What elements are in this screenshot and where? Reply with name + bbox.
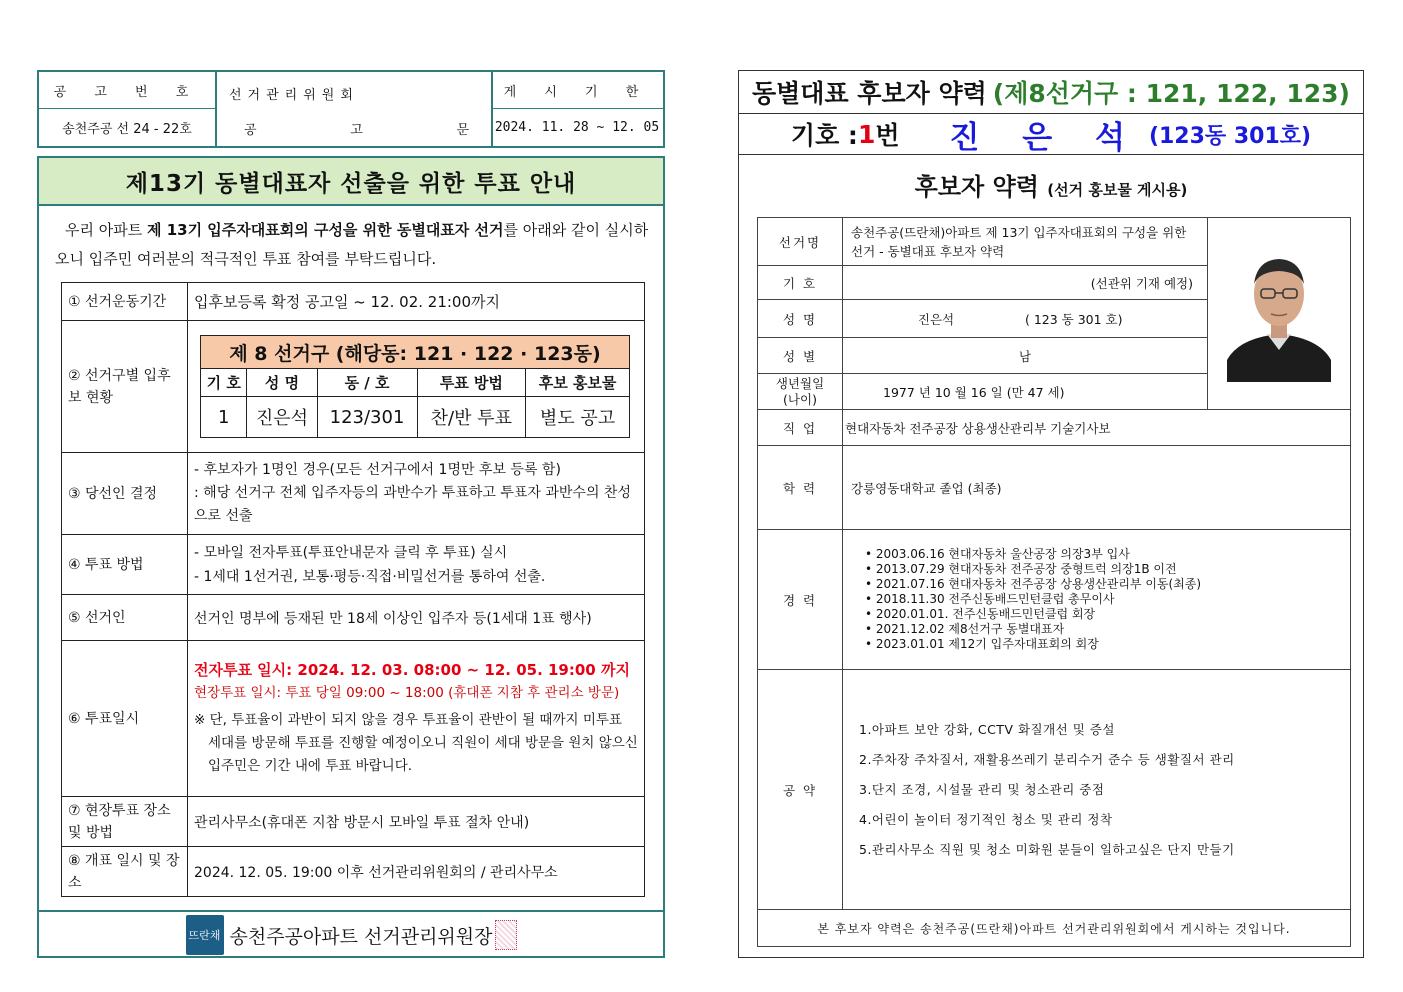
table-row bbox=[62, 641, 645, 797]
list-item: • 2003.06.16 현대자동차 울산공장 의장3부 입사 bbox=[865, 547, 1130, 561]
row-label: ③ 당선인 결정 bbox=[62, 453, 188, 535]
notice-number-label: 공 고 번 호 bbox=[53, 84, 201, 100]
candidate-profile bbox=[738, 70, 1364, 958]
notice-title: 제13기 동별대표자 선출을 위한 투표 안내 bbox=[39, 158, 663, 206]
list-item: 5.관리사무소 직원 및 청소 미화원 분들이 일하고싶은 단지 만들기 bbox=[859, 841, 1235, 857]
profile-title bbox=[739, 167, 1363, 202]
district-cell-number: 1 bbox=[201, 397, 247, 438]
birth-label: 생년월일 (나이) bbox=[758, 374, 843, 410]
row-label: ① 선거운동기간 bbox=[62, 283, 188, 321]
list-item: 1.아파트 보안 강화, CCTV 화질개선 및 증설 bbox=[859, 721, 1115, 737]
row-label: ⑧ 개표 일시 및 장소 bbox=[62, 847, 188, 897]
result-line-1: - 후보자가 1명인 경우(모든 선거구에서 1명만 후보 등록 함) bbox=[194, 462, 561, 478]
unit-value: ( 123 동 301 호) bbox=[1024, 311, 1123, 327]
number-value: 1 bbox=[857, 119, 876, 149]
election-label: 선거명 bbox=[758, 218, 843, 266]
row-label: ⑤ 선거인 bbox=[62, 595, 188, 641]
notice-number: 송천주공 선 24 - 22호 bbox=[62, 122, 192, 137]
notice-header bbox=[37, 70, 665, 148]
result-line-2: : 해당 선거구 전체 입주자등의 과반수가 투표하고 투표자 과반수의 찬성으로 선출 bbox=[194, 485, 631, 524]
name-value: 진은석 bbox=[917, 311, 955, 327]
table-row bbox=[62, 321, 645, 453]
career-value bbox=[843, 530, 1351, 670]
table-row bbox=[758, 410, 1351, 446]
career-list bbox=[851, 547, 1342, 652]
edu-label: 학 력 bbox=[758, 446, 843, 530]
gender-label: 성 별 bbox=[758, 338, 843, 374]
district-table bbox=[200, 335, 630, 438]
post-period-label: 게 시 기 한 bbox=[503, 84, 651, 100]
row-value: 관리사무소(휴대폰 지참 방문시 모바일 투표 절차 안내) bbox=[188, 797, 645, 847]
evote-period: 전자투표 일시: 2024. 12. 03. 08:00 ~ 12. 05. 19:00 까지 bbox=[194, 661, 630, 679]
district-header-row bbox=[201, 369, 630, 397]
notice-info-table bbox=[61, 282, 645, 897]
profile-title-main: 후보자 약력 bbox=[914, 173, 1039, 201]
list-item: • 2021.07.16 현대자동차 전주공장 상용생산관리부 이동(최종) bbox=[865, 577, 1202, 591]
district-candidate-row bbox=[201, 397, 630, 438]
table-row bbox=[62, 283, 645, 321]
row-label: ⑥ 투표일시 bbox=[62, 641, 188, 797]
row-value: 선거인 명부에 등재된 만 18세 이상인 입주자 등(1세대 1표 행사) bbox=[188, 595, 645, 641]
row-label: ④ 투표 방법 bbox=[62, 535, 188, 595]
notice-word-2: 고 bbox=[350, 122, 363, 138]
list-item: 3.단지 조경, 시설물 관리 및 청소관리 중점 bbox=[859, 781, 1105, 797]
election-value: 송천주공(뜨란채)아파트 제 13기 입주자대표회의 구성을 위한 선거 - 동별대표 후보자 약력 bbox=[843, 218, 1208, 266]
onsite-period: 현장투표 일시: 투표 당일 09:00 ~ 18:00 (휴대폰 지참 후 관리소 방문) bbox=[194, 685, 620, 701]
list-item: 4.어린이 놀이터 정기적인 청소 및 관리 정착 bbox=[859, 811, 1113, 827]
candidate-photo bbox=[1208, 218, 1351, 410]
birth-value: 1977 년 10 월 16 일 (만 47 세) bbox=[843, 374, 1208, 410]
edu-value: 강릉영동대학교 졸업 (최종) bbox=[843, 446, 1351, 530]
pledge-list bbox=[851, 715, 1342, 865]
vote-note: ※ 단, 투표율이 과반이 되지 않을 경우 투표율이 관반이 될 때까지 미투표 세대를 방문해 투표를 진행할 예정이오니 직원이 세대 방문을 원치 않으신 입주민은 기간 내에 투표 바랍니다. bbox=[194, 712, 638, 774]
number-label: 기호 : bbox=[790, 121, 858, 150]
list-item: • 2020.01.01. 전주신동배드민턴클럽 회장 bbox=[865, 607, 1096, 621]
candidate-name: 진 은 석 bbox=[949, 119, 1141, 156]
district-header: 투표 방법 bbox=[417, 369, 526, 397]
row-value: 입후보등록 확정 공고일 ~ 12. 02. 21:00까지 bbox=[188, 283, 645, 321]
profile-table bbox=[757, 217, 1351, 947]
row-value bbox=[188, 641, 645, 797]
row-label: ② 선거구별 입후보 현황 bbox=[62, 321, 188, 453]
number-suffix: 번 bbox=[875, 121, 900, 150]
table-row bbox=[758, 530, 1351, 670]
district-header: 기 호 bbox=[201, 369, 247, 397]
notice-footer bbox=[39, 910, 663, 958]
candidate-unit: (123동 301호) bbox=[1148, 123, 1312, 149]
intro-text-1: 우리 아파트 bbox=[65, 221, 147, 239]
gender-value: 남 bbox=[843, 338, 1208, 374]
profile-header-title: 동별대표 후보자 약력 bbox=[752, 79, 987, 108]
profile-header bbox=[739, 71, 1363, 114]
name-value-cell bbox=[843, 300, 1208, 338]
row-label: ⑦ 현장투표 장소 및 방법 bbox=[62, 797, 188, 847]
district-cell-unit: 123/301 bbox=[317, 397, 417, 438]
table-row bbox=[758, 446, 1351, 530]
notice-intro bbox=[55, 216, 651, 274]
notice-word bbox=[244, 112, 469, 144]
district-cell-name: 진은석 bbox=[247, 397, 317, 438]
post-period: 2024. 11. 28 ~ 12. 05 bbox=[494, 120, 660, 135]
profile-district: (제8선거구 : 121, 122, 123) bbox=[992, 79, 1350, 108]
notice-body bbox=[37, 156, 665, 958]
name-label: 성 명 bbox=[758, 300, 843, 338]
method-line-1: - 모바일 전자투표(투표안내문자 클릭 후 투표) 실시 bbox=[194, 544, 508, 561]
symbol-value: (선관위 기재 예정) bbox=[843, 266, 1208, 300]
intro-text-2: 를 아래와 같이 실시하오니 입주민 여러분의 적극적인 투표 참여를 부탁드립니다. bbox=[55, 221, 649, 268]
district-cell-promo: 별도 공고 bbox=[526, 397, 630, 438]
table-row bbox=[62, 535, 645, 595]
district-header: 후보 홍보물 bbox=[526, 369, 630, 397]
profile-title-sub: (선거 홍보물 게시용) bbox=[1047, 181, 1188, 199]
pledge-label: 공 약 bbox=[758, 670, 843, 910]
apartment-logo: 뜨란채 bbox=[186, 915, 224, 955]
profile-footer: 본 후보자 약력은 송천주공(뜨란채)아파트 선거관리위원회에서 게시하는 것입니다. bbox=[758, 910, 1351, 947]
district-header: 성 명 bbox=[247, 369, 317, 397]
row-value bbox=[188, 535, 645, 595]
district-title: 제 8 선거구 (해당동: 121 · 122 · 123동) bbox=[201, 336, 630, 369]
job-label: 직 업 bbox=[758, 410, 843, 446]
job-value: 현대자동차 전주공장 상용생산관리부 기술기사보 bbox=[843, 410, 1351, 446]
row-value bbox=[188, 453, 645, 535]
list-item: • 2018.11.30 전주신동배드민턴클럽 총무이사 bbox=[865, 592, 1115, 606]
list-item: 2.주차장 주차질서, 재활용쓰레기 분리수거 준수 등 생활질서 관리 bbox=[859, 751, 1235, 767]
pledge-value bbox=[843, 670, 1351, 910]
intro-text-bold: 제 13기 입주자대표회의 구성을 위한 동별대표자 선거 bbox=[147, 221, 504, 239]
committee-chair: 송천주공아파트 선거관리위원장 bbox=[229, 925, 493, 948]
table-row bbox=[758, 670, 1351, 910]
list-item: • 2023.01.01 제12기 입주자대표회의 회장 bbox=[865, 637, 1099, 651]
method-line-2: - 1세대 1선거권, 보통·평등·직접·비밀선거를 통하여 선출. bbox=[194, 568, 546, 585]
table-row bbox=[62, 847, 645, 897]
district-cell-method: 찬/반 투표 bbox=[417, 397, 526, 438]
table-row bbox=[758, 910, 1351, 947]
candidate-photo-icon bbox=[1219, 242, 1339, 382]
table-row bbox=[62, 453, 645, 535]
candidate-banner bbox=[739, 114, 1363, 155]
district-header: 동 / 호 bbox=[317, 369, 417, 397]
table-row bbox=[758, 218, 1351, 266]
career-label: 경 력 bbox=[758, 530, 843, 670]
table-row bbox=[62, 797, 645, 847]
symbol-label: 기 호 bbox=[758, 266, 843, 300]
committee-name: 선거관리위원회 bbox=[229, 87, 359, 103]
row-value: 2024. 12. 05. 19:00 이후 선거관리위원회의 / 관리사무소 bbox=[188, 847, 645, 897]
table-row bbox=[62, 595, 645, 641]
notice-word-3: 문 bbox=[456, 122, 469, 138]
notice-word-1: 공 bbox=[244, 122, 257, 138]
official-seal-icon bbox=[495, 920, 517, 950]
district-cell bbox=[188, 321, 645, 453]
list-item: • 2013.07.29 현대자동차 전주공장 중형트럭 의장1B 이전 bbox=[865, 562, 1177, 576]
list-item: • 2021.12.02 제8선거구 동별대표자 bbox=[865, 622, 1065, 636]
